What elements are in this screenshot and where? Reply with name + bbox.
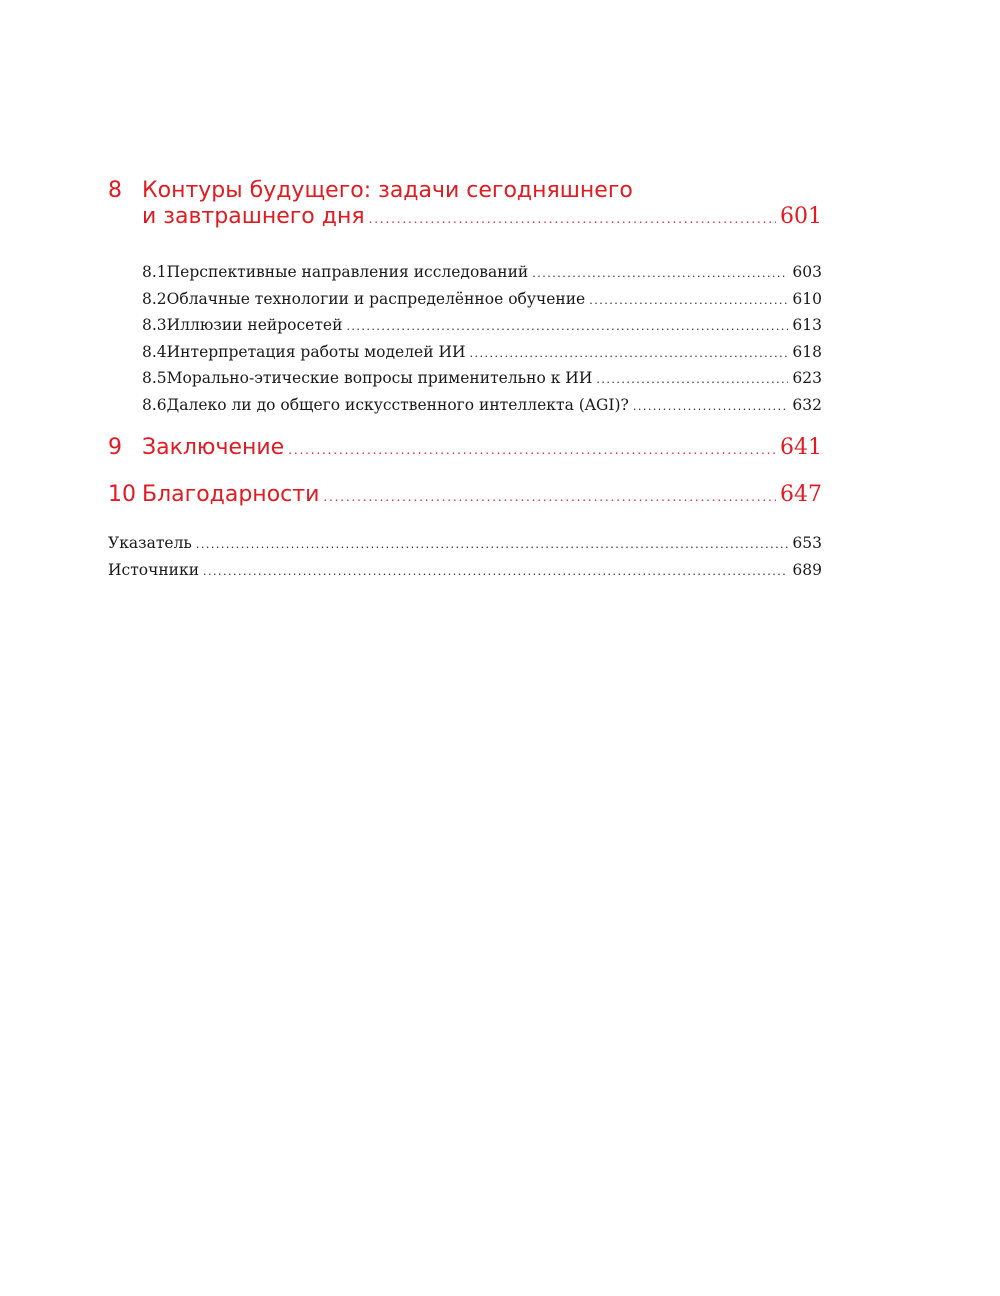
- section-page-number: 613: [792, 316, 822, 334]
- section-title: Морально-этические вопросы применительно к ИИ: [166, 369, 593, 387]
- chapter-page-number: 647: [780, 482, 822, 507]
- chapter-title: Благодарности: [142, 482, 320, 507]
- dot-leader: [589, 289, 788, 314]
- chapter-title: Заключение: [142, 435, 285, 460]
- chapter-number: 9: [108, 435, 122, 460]
- chapter-9[interactable]: [108, 435, 822, 463]
- section-8-5[interactable]: [142, 366, 822, 393]
- section-8-3[interactable]: [142, 313, 822, 340]
- chapter-10[interactable]: [108, 482, 822, 510]
- dot-leader: [323, 484, 776, 510]
- dot-leader: [633, 395, 789, 420]
- chapter-8[interactable]: [108, 178, 822, 232]
- dot-leader: [288, 437, 776, 463]
- section-title: Иллюзии нейросетей: [166, 316, 343, 334]
- section-title: Перспективные направления исследований: [166, 263, 529, 281]
- section-8-2[interactable]: [142, 287, 822, 314]
- chapter-number: 8: [108, 178, 122, 203]
- chapter-title-line-2: и завтрашнего дня: [142, 204, 365, 229]
- back-matter-title: Указатель: [108, 534, 192, 552]
- section-number: 8.2: [142, 289, 167, 308]
- back-matter-index[interactable]: [108, 531, 822, 558]
- table-of-contents: [108, 178, 822, 584]
- chapter-title-line-1: Контуры будущего: задачи сегодняшнего: [142, 178, 633, 203]
- chapter-page-number: 601: [780, 204, 822, 229]
- section-number: 8.4: [142, 342, 167, 361]
- chapter-number: 10: [108, 482, 136, 507]
- section-page-number: 623: [792, 369, 822, 387]
- section-number: 8.5: [142, 369, 167, 387]
- section-page-number: 610: [792, 289, 822, 308]
- dot-leader: [470, 342, 789, 367]
- section-title: Интерпретация работы моделей ИИ: [166, 342, 466, 361]
- section-8-4[interactable]: [142, 340, 822, 367]
- chapter-8-sections: [142, 260, 822, 419]
- section-page-number: 618: [792, 342, 822, 361]
- dot-leader: [369, 206, 776, 232]
- back-matter-title: Источники: [108, 560, 200, 579]
- section-8-1[interactable]: [142, 260, 822, 287]
- section-title: Облачные технологии и распределённое обучение: [166, 289, 586, 308]
- section-8-6[interactable]: [142, 393, 822, 420]
- section-number: 8.6: [142, 395, 167, 414]
- back-matter-page-number: 689: [792, 560, 822, 579]
- section-number: 8.1: [142, 263, 167, 281]
- section-title: Далеко ли до общего искусственного интеллекта (AGI)?: [166, 395, 629, 414]
- back-matter-page-number: 653: [792, 534, 822, 552]
- section-page-number: 603: [792, 263, 822, 281]
- dot-leader: [203, 560, 788, 585]
- dot-leader: [196, 533, 789, 558]
- dot-leader: [532, 262, 788, 287]
- section-number: 8.3: [142, 316, 167, 334]
- dot-leader: [596, 368, 788, 393]
- section-page-number: 632: [792, 395, 822, 414]
- back-matter-sources[interactable]: [108, 558, 822, 585]
- chapter-page-number: 641: [780, 435, 822, 460]
- dot-leader: [346, 315, 788, 340]
